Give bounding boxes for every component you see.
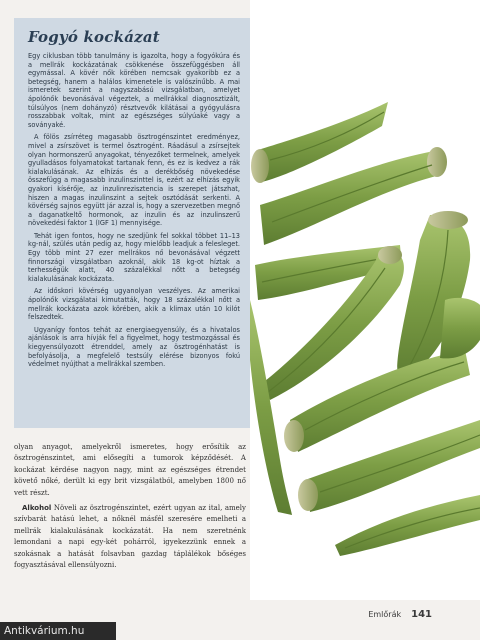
box-paragraph: Ugyanígy fontos tehát az energiaegyensúly, és a hivatalos ajánlások is arra hívják fel a figyelmet, hogy testmozgással és kiegyensúlyozott étrenddel, amely az ösztrogénhatást is befolyásolja, a megfelelő testsúly elérése bizonyos fokú védelmet nyújthat a mellrákkal szemben.	[28, 325, 240, 369]
okra-pod-10	[440, 298, 480, 358]
okra-pod-9	[335, 495, 480, 556]
okra-photo	[250, 0, 480, 600]
page-footer	[368, 609, 432, 620]
page-number: 141	[411, 609, 432, 620]
body-paragraph: olyan anyagot, amelyekről ismeretes, hogy erősítik az ösztrogénszintet, ami elősegíti a tumorok képződését. A kockázat kérdése nagyon nagy, mint az egészséges étrendet követő nőké, derült ki egy brit vizsgálatból, amelyben 1800 nő vett részt.	[14, 443, 246, 497]
box-paragraph: Egy ciklusban több tanulmány is igazolta, hogy a fogyókúra és a mellrák kockázatának csökkenése összefüggésben áll egymással. A kövér nők körében nemcsak gyakoribb ez a betegség, hanem a halálos kimenetele is valószínűbb. A mai ismeretek szerint a nagyszabású vizsgálatban, amelyet ápolónők bevonásával végeztek, a mellrákkal diagnosztizált, túlsúlyos (nem dohányzó) résztvevők kilátásai a gyógyulásra rosszabbak voltak, mint az egészséges súlyúaké vagy a soványaké.	[28, 52, 240, 129]
alcohol-paragraph	[14, 503, 246, 571]
watermark: Antikvárium.hu	[0, 622, 116, 640]
box-title: Fogyó kockázat	[28, 28, 160, 46]
box-paragraph: Az időskori kövérség ugyanolyan veszélyes. Az amerikai ápolónők vizsgálatai kimutatták, hogy 18 százalékkal nőtt a mellrák kockázata azok körében, akik a klimax után 10 kilót felszedtek.	[28, 287, 240, 322]
info-box	[14, 18, 250, 428]
okra-illustration	[250, 0, 480, 600]
alcohol-lead: Alkohol	[22, 504, 52, 513]
alcohol-text: Növeli az ösztrogénszintet, ezért ugyan az ital, amely szívbarát hatású lehet, a nőknél másfél szeresére emelheti a mellrák kialakulásának kockázatát. Ha nem szeretnénk lemondani a napi egy-két pohárról, igyekezzünk ennek a szokásnak a hatását folsavban gazdag táplálékok bőséges fogyasztásával ellensúlyozni.	[14, 504, 246, 570]
section-name: Emlőrák	[368, 610, 402, 619]
box-paragraph: A fölös zsírréteg magasabb ösztrogénszintet eredményez, mivel a zsírszövet is termel ösztrogént. Ráadásul a zsírsejtek olyan hormonszerű anyagokat, tényezőket termelnek, amelyek gyulladásos folyamatokat tartanak fenn, és ez is kedvez a rák kialakulásának. Az elhízás és a derékbőség növekedése összefügg a magasabb inzulinszinttel is, ezért az elhízás egyik gyakori kísérője, az inzulinrezisztencia is szerepet játszhat, hiszen a magas inzulinszint a sejtek osztódását serkenti. A kövérség sajnos együtt jár azzal is, hogy a szervezetben megnő a daganatkeltő hormonok, az inzulin és az inzulinszerű növekedési faktor 1 (IGF 1) mennyisége.	[28, 133, 240, 228]
okra-pod-6	[250, 300, 292, 515]
box-paragraph: Tehát igen fontos, hogy ne szedjünk fel sokkal többet 11–13 kg-nál, szülés után pedig az, hogy mielőbb leadjuk a felesleget. Egy több mint 27 ezer mellrákos nő bevonásával végzett finnországi vizsgálatban azoknál, akik 18 kg-ot híztak a terhességük alatt, 40 százalékkal nőtt a betegség kialakulásának kockázata.	[28, 231, 240, 283]
body-text	[14, 442, 246, 575]
